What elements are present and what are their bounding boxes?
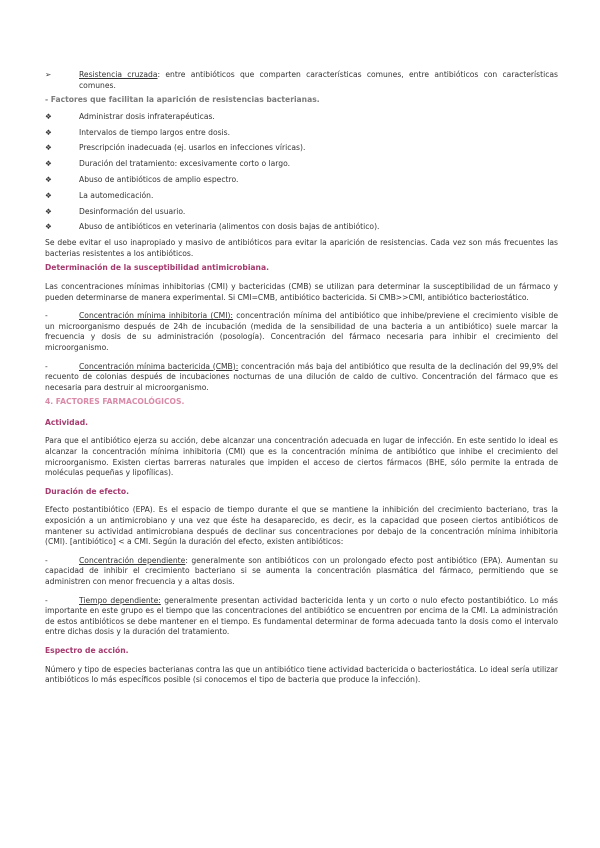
duration-text: Efecto postantibiótico (EPA). Es el espacio de tiempo durante el que se mantiene la inhibición del crecimiento bacteriano, tras la exposición a un antimicrobiano y una vez que éste ha desaparecido, es decir, es la capacidad que poseen ciertos antibióticos de mantener su actividad antimicrobiana después de declinar sus concentraciones por debajo de la concentración mínima inhibitoria (CMI). [antibiótico] < a CMI. Según la duración del efecto, existen antibióticos: bbox=[45, 505, 558, 547]
activity-text: Para que el antibiótico ejerza su acción, debe alcanzar una concentración adecuada en lugar de infección. En este sentido lo ideal es alcanzar la concentración mínima inhibitoria (CMI) que es la concentración mínima de antibiótico que inhibe el crecimiento del microorganismo. Existen ciertas barreras naturales que impiden el acceso de ciertos fármacos (BHE, sólo permite la entrada de moléculas pequeñas y lipofílicas). bbox=[45, 436, 558, 478]
factors-list bbox=[45, 112, 558, 238]
susceptibility-heading: Determinación de la susceptibilidad antimicrobiana. bbox=[45, 263, 269, 273]
concentration-dependent-item bbox=[45, 556, 558, 588]
list-item: ❖ Intervalos de tiempo largos entre dosis. bbox=[45, 127, 231, 137]
diamond-bullet-icon: ❖ bbox=[45, 127, 52, 137]
cmb-term: Concentración mínima bactericida (CMB): bbox=[79, 361, 239, 371]
concentration-dependent-term: Concentración dependiente bbox=[79, 555, 186, 565]
list-item: ❖ Administrar dosis infraterapéuticas. bbox=[45, 111, 215, 121]
diamond-bullet-icon: ❖ bbox=[45, 190, 52, 200]
factors-heading: - Factores que facilitan la aparición de resistencias bacterianas. bbox=[45, 95, 320, 105]
pharma-heading: 4. FACTORES FARMACOLÓGICOS. bbox=[45, 397, 185, 407]
dash-bullet: - bbox=[45, 595, 48, 605]
diamond-bullet-icon: ❖ bbox=[45, 206, 52, 216]
list-item: ❖ Prescripción inadecuada (ej. usarlos en infecciones víricas). bbox=[45, 143, 306, 153]
time-dependent-term: Tiempo dependiente: bbox=[79, 595, 161, 605]
concentration-dependent-text: : generalmente son antibióticos con un prolongado efecto post antibiótico (EPA). Aumentan su capacidad de inhibir el crecimiento bacteriano si se aumenta la concentración plasmática del fármaco, permitiendo que se administren con menor frecuencia y a altas dosis. bbox=[45, 555, 558, 586]
list-item: ❖ Duración del tratamiento: excesivamente corto o largo. bbox=[45, 159, 291, 169]
cross-resistance-item bbox=[45, 70, 558, 91]
dash-bullet: - bbox=[45, 311, 48, 321]
diamond-bullet-icon: ❖ bbox=[45, 222, 52, 232]
dash-bullet: - bbox=[45, 555, 48, 565]
diamond-bullet-icon: ❖ bbox=[45, 143, 52, 153]
activity-heading: Actividad. bbox=[45, 417, 89, 427]
duration-heading: Duración de efecto. bbox=[45, 486, 130, 496]
susceptibility-intro: Las concentraciones mínimas inhibitorias (CMI) y bactericidas (CMB) se utilizan para determinar la susceptibilidad de un fármaco y pueden determinarse de manera experimental. Si CMI=CMB, antibiótico bactericida. Si CMB>>CMI, antibiótico bacteriostático. bbox=[45, 281, 558, 302]
cmb-text: concentración más baja del antibiótico que resulta de la declinación del 99,9% del recuento de colonias después de incubaciones nocturnas de una dilución de caldo de cultivo. Concentración del fármaco que es necesaria para destruir al microorganismo. bbox=[45, 361, 558, 392]
list-item: ❖ Desinformación del usuario. bbox=[45, 206, 186, 216]
cross-resistance-term: Resistencia cruzada bbox=[79, 70, 158, 79]
list-item: ❖ Abuso de antibióticos en veterinaria (alimentos con dosis bajas de antibiótico). bbox=[45, 222, 380, 232]
time-dependent-text: generalmente presentan actividad bactericida lenta y un corto o nulo efecto postantibiótico. Lo más importante en este grupo es el tiempo que las concentraciones del antibiótico se encuentren por encima de la CMI. La administración de estos antibióticos se debe mantener en el tiempo. Es fundamental determinar de forma adecuada tanto la dosis como el intervalo entre dichas dosis y la duración del tratamiento. bbox=[45, 595, 559, 637]
cmb-item bbox=[45, 362, 558, 394]
diamond-bullet-icon: ❖ bbox=[45, 159, 52, 169]
cmi-item bbox=[45, 311, 558, 353]
cmi-term: Concentración mínima inhibitoria (CMI): bbox=[79, 311, 233, 321]
factors-note: Se debe evitar el uso inapropiado y masivo de antibióticos para evitar la aparición de resistencias. Cada vez son más frecuentes las bacterias resistentes a los antibióticos. bbox=[45, 238, 558, 258]
arrow-bullet-icon: ➢ bbox=[45, 70, 52, 79]
cmi-text: concentración mínima del antibiótico que inhibe/previene el crecimiento visible de un microorganismo después de 24h de incubación (medida de la sensibilidad de una bacteria a un antibiótico) suele marcar la frecuencia y dosis de su administración (posología). Concentración del fármaco necesaria para inhibir el crecimiento del microorganismo. bbox=[45, 311, 558, 352]
spectrum-text: Número y tipo de especies bacterianas contra las que un antibiótico tiene actividad bactericida o bacteriostática. Lo ideal sería utilizar antibióticos lo más específicos posible (si conocemos el tipo de bacteria que produce la infección). bbox=[45, 664, 558, 685]
list-item: ❖ Abuso de antibióticos de amplio espectro. bbox=[45, 174, 239, 184]
spectrum-heading: Espectro de acción. bbox=[45, 645, 129, 655]
cross-resistance-text: : entre antibióticos que comparten características comunes, entre antibióticos con características comunes. bbox=[79, 70, 558, 90]
dash-bullet: - bbox=[45, 361, 48, 371]
diamond-bullet-icon: ❖ bbox=[45, 111, 52, 121]
time-dependent-item bbox=[45, 596, 558, 638]
diamond-bullet-icon: ❖ bbox=[45, 174, 52, 184]
list-item: ❖ La automedicación. bbox=[45, 190, 154, 200]
